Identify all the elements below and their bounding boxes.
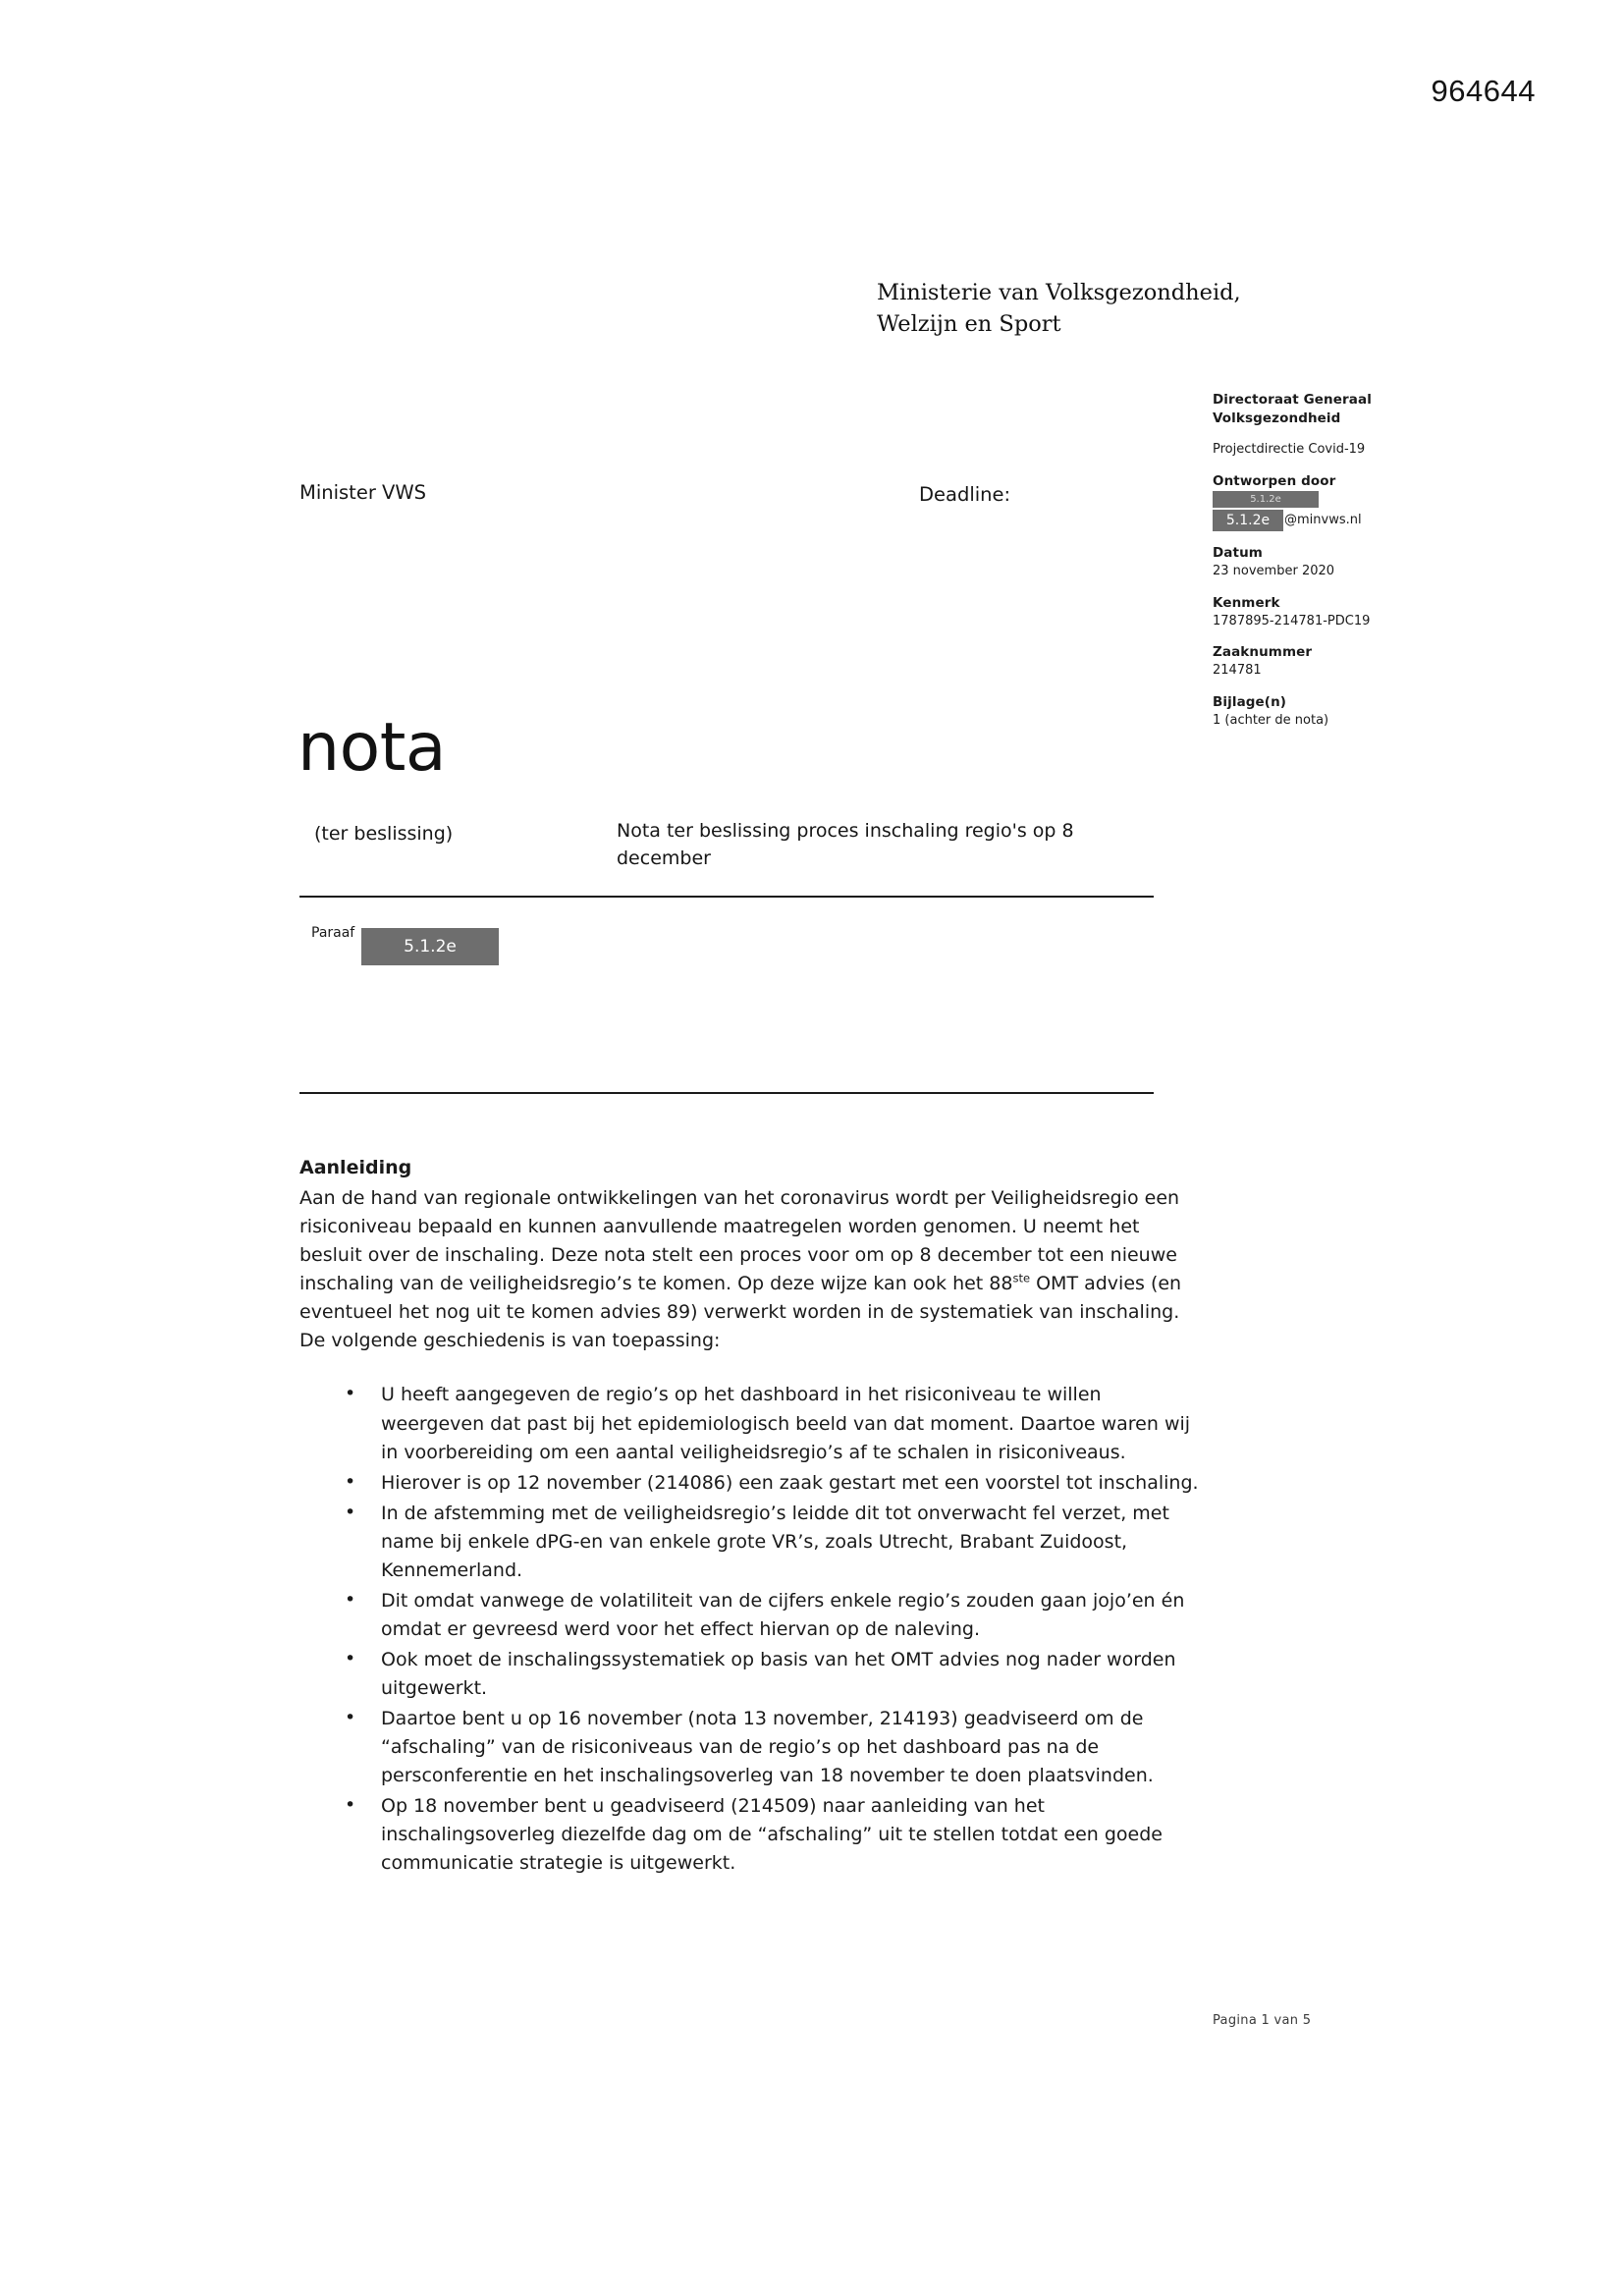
- list-item-text: Dit omdat vanwege de volatiliteit van de cijfers enkele regio’s zouden gaan jojo’en én omdat er gevreesd werd voor het effect hiervan op de naleving.: [381, 1589, 1185, 1640]
- email-domain: @minvws.nl: [1284, 512, 1362, 527]
- list-item-text: Op 18 november bent u geadviseerd (214509) naar aanleiding van het inschalingsoverleg diezelfde dag om de “afschaling” uit te stellen totdat een goede communicatie strategie is uitgewerkt.: [381, 1795, 1163, 1875]
- date-value: 23 november 2020: [1213, 564, 1335, 579]
- list-item: [299, 1500, 1208, 1585]
- list-item: [299, 1792, 1208, 1878]
- list-item: [299, 1705, 1208, 1790]
- attachment-value: 1 (achter de nota): [1213, 713, 1329, 729]
- page-title: nota: [298, 709, 447, 787]
- intro-text-a: Aan de hand van regionale ontwikkelingen van het coronavirus wordt per Veiligheidsregio een risiconiveau bepaald en kunnen aanvullende maatregelen worden genomen. U neemt het besluit over de inschaling. Deze nota stelt een proces voor om op 8 december tot een nieuwe inschaling van de veiligheidsregio’s te komen. Op deze wijze kan ook het 88: [299, 1187, 1180, 1295]
- list-item: [299, 1587, 1208, 1644]
- redaction-author: 5.1.2e: [1213, 491, 1319, 508]
- project-direction-value: Projectdirectie Covid-19: [1213, 442, 1366, 458]
- list-item-text: Ook moet de inschalingssystematiek op basis van het OMT advies nog nader worden uitgewerkt.: [381, 1649, 1176, 1700]
- case-label: Zaaknummer: [1213, 644, 1313, 661]
- case-number-block: [1213, 643, 1468, 681]
- section-heading-aanleiding: Aanleiding: [299, 1157, 412, 1178]
- date-block: [1213, 544, 1468, 581]
- page-footer: Pagina 1 van 5: [1213, 2013, 1312, 2028]
- deadline-label: Deadline:: [919, 483, 1011, 506]
- list-item-text: U heeft aangegeven de regio’s op het dashboard in het risiconiveau te willen weergeven dat past bij het epidemiologisch beeld van dat moment. Daartoe waren wij in voorbereiding om een aantal veiligheidsregio’s af te schalen in risiconiveaus.: [381, 1384, 1191, 1463]
- list-item: [299, 1469, 1208, 1498]
- intro-text-b: OMT advies (en eventueel het nog uit te komen advies 89) verwerkt worden in de systematiek van inschaling. De volgende geschiedenis is van toepassing:: [299, 1273, 1182, 1352]
- reference-label: Kenmerk: [1213, 594, 1280, 611]
- project-direction: [1213, 441, 1468, 459]
- metadata-column: [1213, 391, 1468, 743]
- intro-superscript: ste: [1012, 1271, 1031, 1285]
- ministry-heading: [877, 278, 1241, 341]
- document-number: 964644: [1431, 74, 1536, 108]
- paraaf-label: Paraaf: [311, 925, 355, 941]
- addressee: Minister VWS: [299, 481, 427, 504]
- directorate-line-1: Directoraat Generaal: [1213, 392, 1372, 408]
- list-item-text: Daartoe bent u op 16 november (nota 13 november, 214193) geadviseerd om de “afschaling” van de risiconiveaus van de regio’s op het dashboard pas na de persconferentie en het inschalingsoverleg van 18 november te doen plaatsvinden.: [381, 1708, 1154, 1787]
- history-bullet-list: [299, 1381, 1208, 1878]
- date-label: Datum: [1213, 545, 1263, 562]
- attachment-block: [1213, 693, 1468, 731]
- divider-bottom: [299, 1092, 1154, 1094]
- reference-block: [1213, 594, 1468, 631]
- case-value: 214781: [1213, 663, 1262, 679]
- list-item: [299, 1646, 1208, 1703]
- directorate-line-2: Volksgezondheid: [1213, 410, 1341, 427]
- ministry-line-1: Ministerie van Volksgezondheid,: [877, 280, 1241, 305]
- reference-value: 1787895-214781-PDC19: [1213, 613, 1371, 629]
- redaction-paraaf: 5.1.2e: [361, 928, 499, 965]
- ministry-line-2: Welzijn en Sport: [877, 310, 1061, 337]
- list-item-text: Hierover is op 12 november (214086) een zaak gestart met een voorstel tot inschaling.: [381, 1471, 1199, 1494]
- attachment-label: Bijlage(n): [1213, 693, 1287, 710]
- intro-paragraph: [299, 1184, 1208, 1355]
- page-subtitle: (ter beslissing): [314, 823, 454, 845]
- list-item-text: In de afstemming met de veiligheidsregio’s leidde dit tot onverwacht fel verzet, met name bij enkele dPG-en van enkele grote VR’s, zoals Utrecht, Brabant Zuidoost, Kennemerland.: [381, 1502, 1169, 1581]
- divider-top: [299, 896, 1154, 898]
- author-email-row: [1213, 510, 1468, 531]
- redaction-email: 5.1.2e: [1213, 510, 1283, 531]
- author-label: Ontworpen door: [1213, 472, 1336, 489]
- body-content: [299, 1154, 1208, 1881]
- author-block: [1213, 472, 1468, 531]
- directorate-block: [1213, 391, 1468, 428]
- nota-description: Nota ter beslissing proces inschaling regio's op 8 december: [617, 820, 1074, 869]
- list-item: [299, 1381, 1208, 1466]
